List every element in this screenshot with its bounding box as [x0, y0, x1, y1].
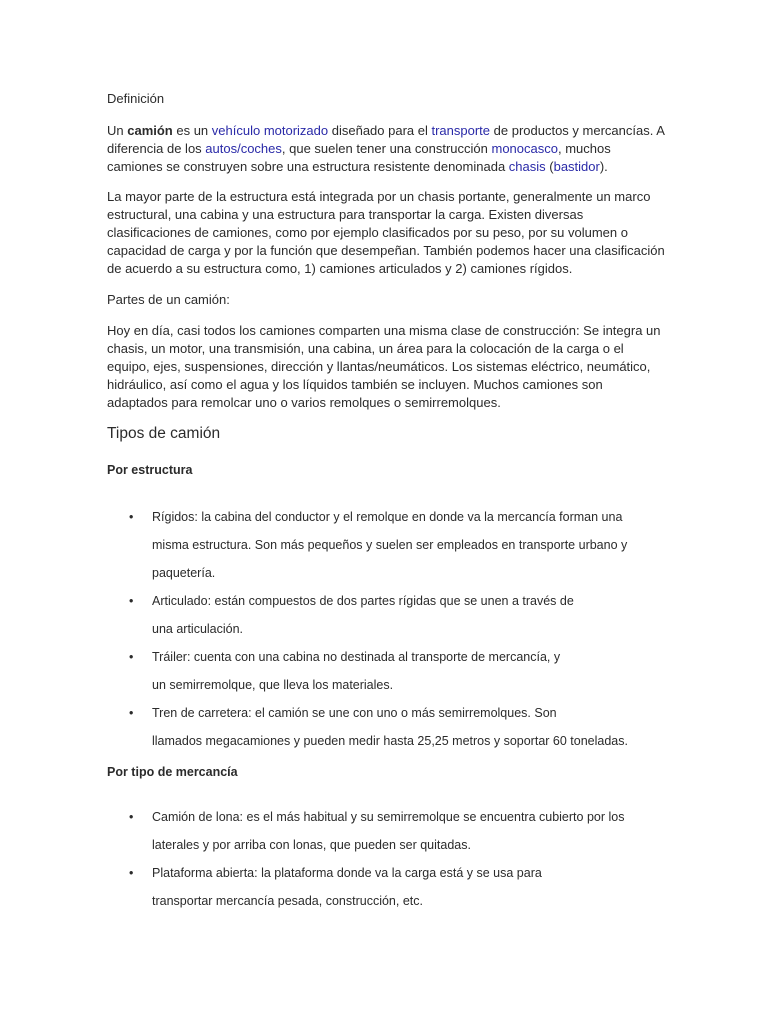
list-item-line: transportar mercancía pesada, construcción, etc.: [152, 894, 423, 908]
paragraph-partes: Hoy en día, casi todos los camiones comparten una misma clase de construcción: Se integra un chasis, un motor, una transmisión, una cabina, un área para la colocación de la carga o el equipo, ejes, suspensiones, dirección y llantas/neumáticos. Los sistemas eléctrico, neumático, hidráulico, así como el agua y los líquidos también se incluyen. Muchos camiones son adaptados para remolcar uno o varios remolques o semirremolques.: [107, 323, 661, 410]
list-item-line: Plataforma abierta: la plataforma donde va la carga está y se usa para: [152, 866, 542, 880]
p1-text-5: , que suelen tener una construcción: [281, 141, 492, 156]
bullet-icon: •: [129, 650, 134, 664]
p1-text-1: Un: [107, 123, 128, 138]
link-transporte[interactable]: transporte: [431, 123, 491, 138]
list-item-line: laterales y por arriba con lonas, que pueden ser quitadas.: [152, 838, 471, 852]
list-item: [107, 643, 647, 699]
p1-text-8: ).: [599, 159, 608, 174]
list-item-line: misma estructura. Son más pequeños y suelen ser empleados en transporte urbano y: [152, 538, 628, 552]
bullet-icon: •: [129, 594, 134, 608]
list-item: [107, 503, 647, 587]
list-item: [107, 699, 647, 755]
list-item-line: llamados megacamiones y pueden medir hasta 25,25 metros y soportar 60 toneladas.: [152, 734, 628, 748]
link-bastidor[interactable]: bastidor: [553, 159, 600, 174]
list-item-line: Articulado: están compuestos de dos partes rígidas que se unen a través de: [152, 594, 574, 608]
p1-text-4: de productos y mercancías. A diferencia de los: [107, 123, 665, 156]
list-item-line: Tráiler: cuenta con una cabina no destinada al transporte de mercancía, y: [152, 650, 561, 664]
p1-text-6: , muchos camiones se construyen sobre una estructura resistente denominada: [107, 141, 611, 174]
por-tipo-mercancia-heading: Por tipo de mercancía: [107, 765, 238, 779]
camion-bold: camión: [127, 123, 173, 138]
p1-text-3: diseñado para el: [328, 123, 432, 138]
list-item-line: Rígidos: la cabina del conductor y el remolque en donde va la mercancía forman una: [152, 510, 623, 524]
link-monocasco[interactable]: monocasco: [491, 141, 558, 156]
link-chasis[interactable]: chasis: [508, 159, 546, 174]
list-item: [107, 803, 647, 859]
bullet-icon: •: [129, 706, 134, 720]
por-estructura-heading: Por estructura: [107, 463, 193, 477]
bullet-icon: •: [129, 810, 134, 824]
list-item: [107, 859, 647, 915]
bullet-icon: •: [129, 510, 134, 524]
definicion-label: Definición: [107, 91, 165, 106]
paragraph-estructura: La mayor parte de la estructura está integrada por un chasis portante, generalmente un marco estructural, una cabina y una estructura para transportar la carga. Existen diversas clasificaciones de camiones, como por ejemplo clasificados por su peso, por su volumen o capacidad de carga y por la función que desempeñan. También podemos hacer una clasificación de acuerdo a su estructura como, 1) camiones articulados y 2) camiones rígidos.: [107, 189, 665, 276]
list-item-line: un semirremolque, que lleva los materiales.: [152, 678, 394, 692]
paragraph-definicion: [107, 122, 667, 176]
tipos-heading: Tipos de camión: [107, 425, 221, 442]
p1-text-7: (: [545, 159, 554, 174]
link-autos-coches[interactable]: autos/coches: [205, 141, 282, 156]
p1-text-2: es un: [172, 123, 212, 138]
bullet-icon: •: [129, 866, 134, 880]
link-vehiculo-motorizado[interactable]: vehículo motorizado: [211, 123, 329, 138]
list-item-line: una articulación.: [152, 622, 244, 636]
list-item-line: Tren de carretera: el camión se une con uno o más semirremolques. Son: [152, 706, 557, 720]
list-item: [107, 587, 647, 643]
mercancia-list: [107, 803, 647, 915]
list-item-line: Camión de lona: es el más habitual y su semirremolque se encuentra cubierto por los: [152, 810, 625, 824]
list-item-line: paquetería.: [152, 566, 216, 580]
partes-label: Partes de un camión:: [107, 292, 230, 307]
estructura-list: [107, 503, 647, 755]
